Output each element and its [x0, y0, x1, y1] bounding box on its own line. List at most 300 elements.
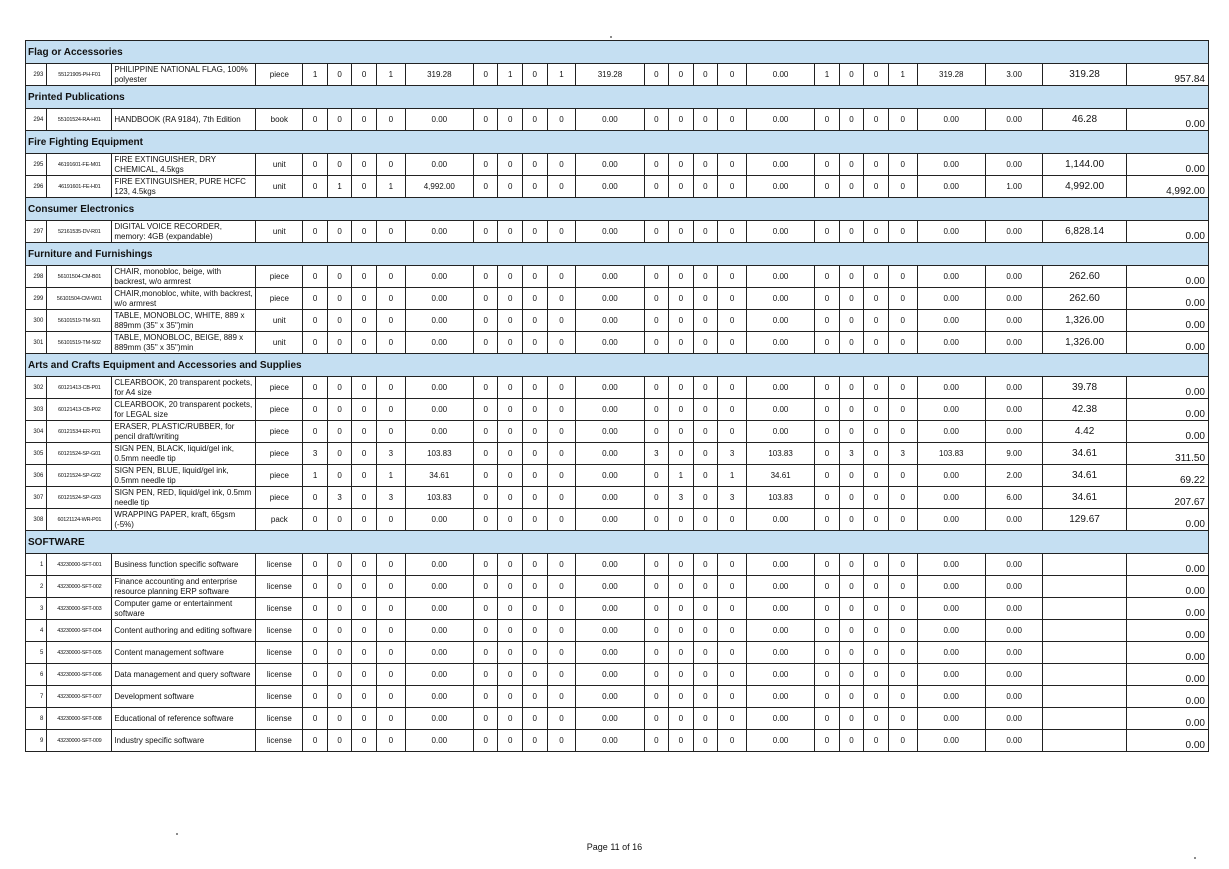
quantity-cell: 0	[352, 332, 377, 354]
item-code-cell: 60121534-ER-P01	[47, 421, 112, 443]
quantity-cell: 0	[523, 664, 548, 686]
quantity-cell: 0	[547, 686, 576, 708]
quarter-amount-cell: 0.00	[917, 598, 985, 620]
quantity-cell: 0	[669, 266, 694, 288]
quantity-cell: 0	[644, 620, 669, 642]
quantity-cell: 0	[864, 664, 889, 686]
section-title: Consumer Electronics	[26, 198, 1209, 221]
unit-price-cell: 4,992.00	[1043, 176, 1126, 198]
quantity-cell: 0	[839, 686, 864, 708]
quantity-cell: 0	[327, 730, 352, 752]
quantity-cell: 1	[303, 465, 328, 487]
quantity-cell: 0	[473, 176, 498, 198]
total-amount-cell: 0.00	[1126, 730, 1208, 752]
total-quantity-cell: 0.00	[985, 288, 1043, 310]
quantity-cell: 0	[547, 443, 576, 465]
quarter-amount-cell: 0.00	[917, 176, 985, 198]
quantity-cell: 0	[327, 554, 352, 576]
item-number-cell: 3	[26, 598, 47, 620]
quantity-cell: 0	[693, 509, 718, 531]
quantity-cell: 0	[376, 109, 405, 131]
quantity-cell: 0	[303, 686, 328, 708]
quantity-cell: 0	[473, 154, 498, 176]
quantity-cell: 0	[473, 399, 498, 421]
quarter-amount-cell: 0.00	[576, 266, 644, 288]
quantity-cell: 0	[376, 399, 405, 421]
total-amount-cell: 0.00	[1126, 399, 1208, 421]
quantity-cell: 0	[864, 576, 889, 598]
quantity-cell: 0	[644, 176, 669, 198]
quantity-cell: 0	[864, 266, 889, 288]
item-description-cell: FIRE EXTINGUISHER, PURE HCFC 123, 4.5kgs	[112, 176, 256, 198]
total-amount-cell: 0.00	[1126, 310, 1208, 332]
quarter-amount-cell: 0.00	[405, 288, 473, 310]
item-code-cell: 56101504-CM-B01	[47, 266, 112, 288]
unit-price-cell	[1043, 664, 1126, 686]
unit-cell: license	[256, 576, 303, 598]
unit-cell: license	[256, 664, 303, 686]
quantity-cell: 0	[888, 487, 917, 509]
quantity-cell: 0	[547, 221, 576, 243]
quantity-cell: 0	[693, 154, 718, 176]
quantity-cell: 0	[718, 64, 747, 86]
quarter-amount-cell: 0.00	[576, 109, 644, 131]
quantity-cell: 0	[523, 421, 548, 443]
quantity-cell: 0	[327, 64, 352, 86]
quantity-cell: 0	[644, 708, 669, 730]
quantity-cell: 0	[498, 708, 523, 730]
quarter-amount-cell: 34.61	[746, 465, 814, 487]
total-amount-cell: 4,992.00	[1126, 176, 1208, 198]
total-quantity-cell: 0.00	[985, 109, 1043, 131]
item-description-cell: Finance accounting and enterprise resource planning ERP software	[112, 576, 256, 598]
quarter-amount-cell: 0.00	[576, 443, 644, 465]
quarter-amount-cell: 0.00	[917, 332, 985, 354]
quantity-cell: 0	[888, 686, 917, 708]
quantity-cell: 0	[839, 64, 864, 86]
total-quantity-cell: 0.00	[985, 377, 1043, 399]
total-quantity-cell: 0.00	[985, 576, 1043, 598]
quantity-cell: 0	[644, 487, 669, 509]
quantity-cell: 0	[352, 509, 377, 531]
quantity-cell: 0	[669, 377, 694, 399]
total-amount-cell: 0.00	[1126, 154, 1208, 176]
quantity-cell: 0	[693, 664, 718, 686]
quantity-cell: 0	[523, 399, 548, 421]
quantity-cell: 0	[718, 730, 747, 752]
quantity-cell: 0	[352, 109, 377, 131]
quantity-cell: 0	[523, 221, 548, 243]
quantity-cell: 0	[693, 310, 718, 332]
item-description-cell: HANDBOOK (RA 9184), 7th Edition	[112, 109, 256, 131]
quantity-cell: 0	[473, 509, 498, 531]
scan-speck	[610, 36, 612, 38]
quantity-cell: 0	[815, 399, 840, 421]
quantity-cell: 0	[839, 509, 864, 531]
quantity-cell: 0	[547, 598, 576, 620]
quantity-cell: 0	[693, 554, 718, 576]
table-row	[26, 443, 1209, 465]
quantity-cell: 0	[352, 266, 377, 288]
section-header	[26, 198, 1209, 221]
quantity-cell: 0	[498, 310, 523, 332]
item-description-cell: CLEARBOOK, 20 transparent pockets, for A4 size	[112, 377, 256, 399]
unit-cell: license	[256, 708, 303, 730]
quantity-cell: 0	[523, 509, 548, 531]
item-description-cell: CHAIR, monobloc, beige, with backrest, w/o armrest	[112, 266, 256, 288]
quantity-cell: 0	[473, 620, 498, 642]
quantity-cell: 0	[473, 332, 498, 354]
quantity-cell: 0	[498, 421, 523, 443]
quantity-cell: 0	[888, 598, 917, 620]
item-description-cell: Data management and query software	[112, 664, 256, 686]
table-row	[26, 509, 1209, 531]
quantity-cell: 0	[352, 399, 377, 421]
quantity-cell: 0	[473, 465, 498, 487]
table-row	[26, 288, 1209, 310]
quantity-cell: 0	[888, 109, 917, 131]
section-header	[26, 131, 1209, 154]
quantity-cell: 0	[352, 64, 377, 86]
quantity-cell: 3	[718, 443, 747, 465]
item-code-cell: 43230000-SFT-004	[47, 620, 112, 642]
quarter-amount-cell: 0.00	[405, 642, 473, 664]
quarter-amount-cell: 0.00	[576, 487, 644, 509]
quarter-amount-cell: 0.00	[576, 421, 644, 443]
quantity-cell: 0	[547, 554, 576, 576]
total-amount-cell: 0.00	[1126, 332, 1208, 354]
quantity-cell: 0	[498, 266, 523, 288]
item-number-cell: 5	[26, 642, 47, 664]
unit-cell: piece	[256, 487, 303, 509]
quantity-cell: 0	[839, 377, 864, 399]
quantity-cell: 0	[473, 554, 498, 576]
quantity-cell: 0	[327, 377, 352, 399]
quantity-cell: 0	[352, 686, 377, 708]
quantity-cell: 0	[473, 576, 498, 598]
quantity-cell: 0	[669, 310, 694, 332]
quantity-cell: 0	[864, 620, 889, 642]
item-description-cell: Educational of reference software	[112, 708, 256, 730]
quantity-cell: 0	[669, 708, 694, 730]
unit-cell: unit	[256, 310, 303, 332]
unit-price-cell	[1043, 620, 1126, 642]
item-number-cell: 304	[26, 421, 47, 443]
quantity-cell: 0	[547, 176, 576, 198]
quantity-cell: 0	[327, 642, 352, 664]
quantity-cell: 0	[327, 598, 352, 620]
quantity-cell: 0	[693, 730, 718, 752]
quantity-cell: 0	[376, 664, 405, 686]
quantity-cell: 0	[888, 310, 917, 332]
quarter-amount-cell: 0.00	[746, 377, 814, 399]
quantity-cell: 0	[498, 620, 523, 642]
unit-price-cell: 42.38	[1043, 399, 1126, 421]
unit-cell: unit	[256, 332, 303, 354]
quantity-cell: 0	[473, 288, 498, 310]
quantity-cell: 0	[864, 332, 889, 354]
quantity-cell: 0	[644, 664, 669, 686]
quantity-cell: 0	[303, 598, 328, 620]
quantity-cell: 0	[352, 598, 377, 620]
item-description-cell: TABLE, MONOBLOC, WHITE, 889 x 889mm (35" x 35")min	[112, 310, 256, 332]
table-row	[26, 620, 1209, 642]
quantity-cell: 0	[888, 288, 917, 310]
quantity-cell: 1	[376, 176, 405, 198]
quantity-cell: 0	[693, 399, 718, 421]
quantity-cell: 0	[327, 708, 352, 730]
quarter-amount-cell: 0.00	[917, 509, 985, 531]
quantity-cell: 0	[693, 598, 718, 620]
item-number-cell: 307	[26, 487, 47, 509]
quantity-cell: 0	[718, 664, 747, 686]
section-header	[26, 531, 1209, 554]
quantity-cell: 0	[815, 266, 840, 288]
quarter-amount-cell: 319.28	[917, 64, 985, 86]
quantity-cell: 0	[352, 708, 377, 730]
quantity-cell: 0	[669, 399, 694, 421]
quarter-amount-cell: 0.00	[576, 509, 644, 531]
unit-cell: license	[256, 620, 303, 642]
quantity-cell: 0	[498, 465, 523, 487]
quantity-cell: 0	[473, 377, 498, 399]
quantity-cell: 0	[376, 642, 405, 664]
quarter-amount-cell: 0.00	[576, 686, 644, 708]
quarter-amount-cell: 0.00	[576, 554, 644, 576]
page-footer: Page 11 of 16	[586, 842, 643, 852]
quantity-cell: 0	[669, 154, 694, 176]
unit-price-cell: 39.78	[1043, 377, 1126, 399]
quantity-cell: 0	[693, 377, 718, 399]
quantity-cell: 0	[839, 109, 864, 131]
quantity-cell: 1	[498, 64, 523, 86]
quantity-cell: 0	[864, 221, 889, 243]
total-amount-cell: 0.00	[1126, 221, 1208, 243]
quantity-cell: 0	[693, 708, 718, 730]
quantity-cell: 0	[669, 664, 694, 686]
unit-price-cell: 262.60	[1043, 266, 1126, 288]
quarter-amount-cell: 0.00	[746, 730, 814, 752]
total-quantity-cell: 0.00	[985, 708, 1043, 730]
table-row	[26, 465, 1209, 487]
quantity-cell: 0	[839, 221, 864, 243]
quarter-amount-cell: 0.00	[917, 642, 985, 664]
quantity-cell: 0	[839, 266, 864, 288]
quantity-cell: 0	[473, 221, 498, 243]
quantity-cell: 0	[473, 310, 498, 332]
item-code-cell: 43230000-SFT-001	[47, 554, 112, 576]
quantity-cell: 0	[888, 642, 917, 664]
quantity-cell: 0	[669, 332, 694, 354]
total-quantity-cell: 9.00	[985, 443, 1043, 465]
quantity-cell: 0	[644, 730, 669, 752]
quantity-cell: 1	[376, 64, 405, 86]
quantity-cell: 0	[693, 465, 718, 487]
quantity-cell: 0	[839, 708, 864, 730]
quantity-cell: 0	[547, 332, 576, 354]
quarter-amount-cell: 103.83	[405, 487, 473, 509]
quantity-cell: 0	[815, 310, 840, 332]
quantity-cell: 0	[523, 109, 548, 131]
section-title: SOFTWARE	[26, 531, 1209, 554]
quantity-cell: 0	[303, 266, 328, 288]
quantity-cell: 0	[327, 266, 352, 288]
item-number-cell: 2	[26, 576, 47, 598]
quantity-cell: 0	[327, 109, 352, 131]
quantity-cell: 0	[718, 221, 747, 243]
quantity-cell: 3	[303, 443, 328, 465]
quantity-cell: 0	[303, 377, 328, 399]
quantity-cell: 0	[547, 509, 576, 531]
quarter-amount-cell: 0.00	[405, 109, 473, 131]
quantity-cell: 0	[327, 576, 352, 598]
quarter-amount-cell: 0.00	[576, 332, 644, 354]
item-number-cell: 8	[26, 708, 47, 730]
quantity-cell: 0	[815, 730, 840, 752]
quantity-cell: 0	[498, 399, 523, 421]
quantity-cell: 0	[523, 465, 548, 487]
unit-cell: pack	[256, 509, 303, 531]
quantity-cell: 0	[547, 399, 576, 421]
quantity-cell: 0	[815, 176, 840, 198]
quantity-cell: 0	[303, 554, 328, 576]
quarter-amount-cell: 103.83	[746, 443, 814, 465]
quantity-cell: 0	[669, 642, 694, 664]
quantity-cell: 0	[352, 421, 377, 443]
quarter-amount-cell: 0.00	[405, 598, 473, 620]
quantity-cell: 0	[644, 221, 669, 243]
quarter-amount-cell: 0.00	[405, 620, 473, 642]
quarter-amount-cell: 0.00	[917, 266, 985, 288]
quantity-cell: 0	[523, 730, 548, 752]
quantity-cell: 0	[523, 708, 548, 730]
total-quantity-cell: 0.00	[985, 154, 1043, 176]
quantity-cell: 0	[547, 576, 576, 598]
table-row	[26, 176, 1209, 198]
quantity-cell: 0	[498, 509, 523, 531]
item-description-cell: TABLE, MONOBLOC, BEIGE, 889 x 889mm (35" x 35")min	[112, 332, 256, 354]
quarter-amount-cell: 0.00	[405, 730, 473, 752]
quarter-amount-cell: 0.00	[746, 598, 814, 620]
quantity-cell: 0	[473, 266, 498, 288]
quantity-cell: 0	[327, 399, 352, 421]
quantity-cell: 0	[864, 377, 889, 399]
quarter-amount-cell: 0.00	[405, 686, 473, 708]
quantity-cell: 0	[693, 221, 718, 243]
quantity-cell: 0	[644, 509, 669, 531]
total-quantity-cell: 0.00	[985, 399, 1043, 421]
unit-price-cell: 34.61	[1043, 465, 1126, 487]
quarter-amount-cell: 0.00	[576, 620, 644, 642]
quantity-cell: 0	[718, 686, 747, 708]
quarter-amount-cell: 0.00	[746, 554, 814, 576]
quantity-cell: 0	[547, 310, 576, 332]
quantity-cell: 0	[669, 686, 694, 708]
quantity-cell: 0	[376, 598, 405, 620]
scan-speck	[176, 833, 178, 835]
quantity-cell: 0	[327, 332, 352, 354]
quarter-amount-cell: 0.00	[917, 288, 985, 310]
quantity-cell: 0	[644, 154, 669, 176]
quantity-cell: 0	[669, 554, 694, 576]
quantity-cell: 0	[669, 598, 694, 620]
section-header	[26, 243, 1209, 266]
item-description-cell: DIGITAL VOICE RECORDER, memory: 4GB (expandable)	[112, 221, 256, 243]
quantity-cell: 0	[376, 708, 405, 730]
quantity-cell: 0	[644, 109, 669, 131]
quantity-cell: 0	[864, 487, 889, 509]
quantity-cell: 0	[547, 377, 576, 399]
quantity-cell: 0	[303, 576, 328, 598]
unit-price-cell: 319.28	[1043, 64, 1126, 86]
quantity-cell: 0	[376, 377, 405, 399]
quantity-cell: 0	[523, 620, 548, 642]
unit-cell: unit	[256, 221, 303, 243]
quantity-cell: 0	[473, 421, 498, 443]
quantity-cell: 0	[644, 598, 669, 620]
quantity-cell: 0	[376, 620, 405, 642]
section-header	[26, 86, 1209, 109]
quantity-cell: 0	[693, 686, 718, 708]
quantity-cell: 0	[498, 730, 523, 752]
quarter-amount-cell: 0.00	[405, 399, 473, 421]
quantity-cell: 0	[864, 64, 889, 86]
quantity-cell: 0	[864, 109, 889, 131]
quantity-cell: 0	[864, 554, 889, 576]
quarter-amount-cell: 0.00	[746, 620, 814, 642]
quantity-cell: 0	[523, 64, 548, 86]
quantity-cell: 0	[644, 421, 669, 443]
item-code-cell: 43230000-SFT-007	[47, 686, 112, 708]
quantity-cell: 1	[376, 465, 405, 487]
item-description-cell: Development software	[112, 686, 256, 708]
quantity-cell: 0	[376, 509, 405, 531]
quantity-cell: 0	[376, 266, 405, 288]
quantity-cell: 0	[669, 620, 694, 642]
table-body	[26, 41, 1209, 752]
quantity-cell: 0	[473, 686, 498, 708]
quantity-cell: 0	[547, 288, 576, 310]
quarter-amount-cell: 0.00	[746, 221, 814, 243]
item-code-cell: 60121413-CB-P01	[47, 377, 112, 399]
item-number-cell: 302	[26, 377, 47, 399]
item-number-cell: 308	[26, 509, 47, 531]
unit-cell: unit	[256, 176, 303, 198]
quantity-cell: 0	[839, 176, 864, 198]
item-code-cell: 43230000-SFT-008	[47, 708, 112, 730]
unit-cell: license	[256, 686, 303, 708]
item-description-cell: CHAIR,monobloc, white, with backrest, w/o armrest	[112, 288, 256, 310]
quantity-cell: 0	[815, 576, 840, 598]
unit-price-cell	[1043, 686, 1126, 708]
item-code-cell: 60121413-CB-P02	[47, 399, 112, 421]
quantity-cell: 0	[839, 399, 864, 421]
quantity-cell: 3	[644, 443, 669, 465]
quantity-cell: 0	[303, 332, 328, 354]
quantity-cell: 0	[498, 332, 523, 354]
quantity-cell: 0	[644, 399, 669, 421]
section-title: Printed Publications	[26, 86, 1209, 109]
quantity-cell: 0	[644, 332, 669, 354]
quarter-amount-cell: 0.00	[576, 377, 644, 399]
quantity-cell: 0	[839, 332, 864, 354]
quantity-cell: 0	[376, 554, 405, 576]
total-quantity-cell: 0.00	[985, 730, 1043, 752]
quantity-cell: 0	[376, 221, 405, 243]
unit-cell: unit	[256, 154, 303, 176]
quantity-cell: 0	[327, 443, 352, 465]
table-row	[26, 109, 1209, 131]
